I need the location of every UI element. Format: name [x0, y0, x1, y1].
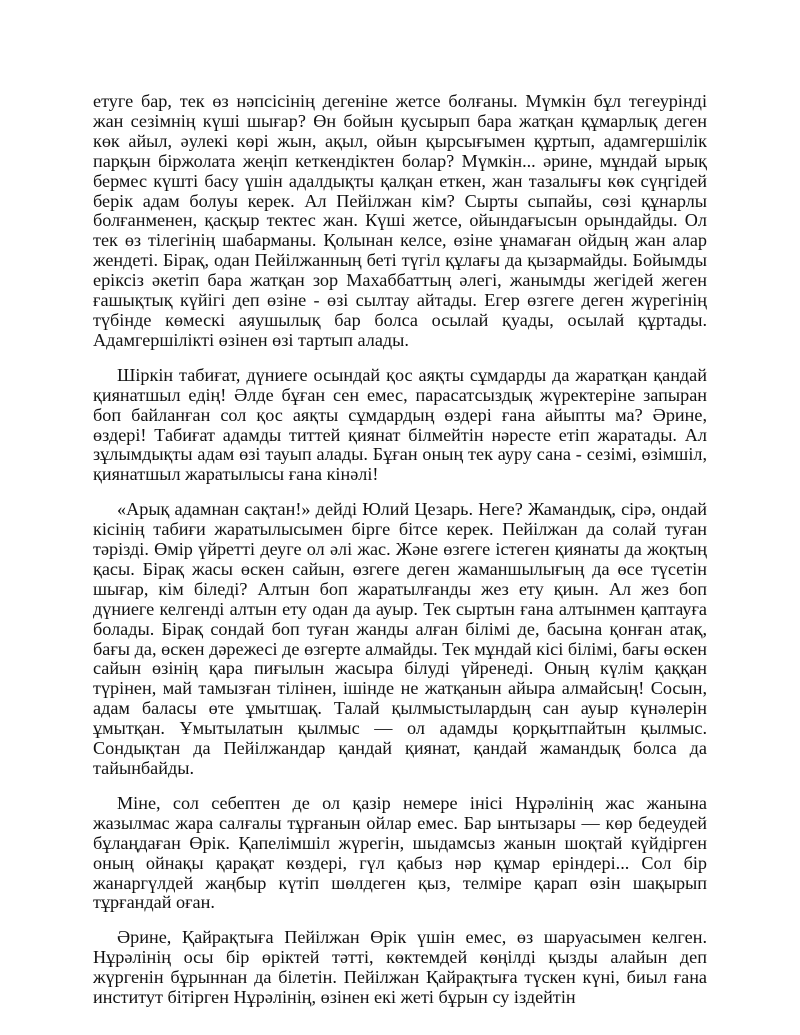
document-page	[93, 92, 707, 1023]
paragraph-5: Әрине, Қайрақтыға Пейілжан Өрік үшін емес, өз шаруасымен келген. Нұрәлінің осы бір өріктей тәтті, көктемдей көңілді қызды алайын деп жүргенін бұрыннан да білетін. Пейілжан Қайрақтыға түскен күні, биыл ғана институт бітірген Нұрәлінің, өзінен екі жеті бұрын су іздейтін	[93, 927, 707, 1008]
paragraph-3: «Арық адамнан сақтан!» дейді Юлий Цезарь. Неге? Жамандық, сірә, ондай кісінің табиғи жаратылысымен бірге бітсе керек. Пейілжан да солай туған тәрізді. Өмір үйретті деуге ол әлі жас. Және өзгеге істеген қиянаты да жоқтың қасы. Бірақ жасы өскен сайын, өзгеге деген жаманшылығың да өсе түсетін шығар, кім біледі? Алтын боп жаратылғанды жез ету қиын. Ал жез боп дүниеге келгенді алтын ету одан да ауыр. Тек сыртын ғана алтынмен қаптауға болады. Бірақ сондай боп туған жанды алған білімі де, басына қонған атақ, бағы да, өскен дәрежесі де өзгерте алмайды. Тек мұндай кісі білімі, бағы өскен сайын өзінің қара пиғылын жасыра білуді үйренеді. Оның күлім қаққан түрінен, май тамызған тілінен, ішінде не жатқанын айыра алмайсың! Сосын, адам баласы өте ұмытшақ. Талай қылмыстылардың сан ауыр күнәлерін ұмытқан. Ұмытылатын қылмыс — ол адамды қорқытпайтын қылмыс. Сондықтан да Пейілжандар қандай қиянат, қандай жамандық болса да тайынбайды.	[93, 499, 707, 778]
paragraph-4: Міне, сол себептен де ол қазір немере інісі Нұрәлінің жас жанына жазылмас жара салғалы тұрғанын ойлар емес. Бар ынтызары — көр бедеудей бұлаңдаған Өрік. Қапелімшіл жүрегін, шыдамсыз жанын шоқтай күйдірген оның ойнақы қарақат көздері, гүл қабыз нәр құмар еріндері... Сол бір жанаргүлдей жаңбыр күтіп шөлдеген қыз, телміре қарап өзін шақырып тұрғандай оған.	[93, 792, 707, 913]
paragraph-2: Шіркін табиғат, дүниеге осындай қос аяқты сұмдарды да жаратқан қандай қиянатшыл едің! Әлде бұған сен емес, парасатсыздық жүректеріне запыран боп байланған сол қос аяқты сұмдардың өздері ғана айыпты ма? Әрине, өздері! Табиғат адамды титтей қиянат білмейтін нәресте етіп жаратады. Ал зұлымдықты адам өзі тауып алады. Бұған оның тек ауру сана - сезімі, өзімшіл, қиянатшыл жаратылысы ғана кінәлі!	[93, 364, 707, 485]
paragraph-1: етуге бар, тек өз нәпсісінің дегеніне жетсе болғаны. Мүмкін бұл тегеурінді жан сезімнің күші шығар? Өн бойын қусырып бара жатқан құмарлық деген көк айыл, әулекі көрі жын, ақыл, ойын қырсығымен құртып, адамгершілік парқын біржолата жеңіп кеткендіктен болар? Мүмкін... әрине, мұндай ырық бермес күшті басу үшін адалдықты қалқан еткен, жан тазалығы көк сүңгідей берік адам болуы керек. Ал Пейілжан кім? Сырты сыпайы, сөзі құнарлы болғанменен, қасқыр тектес жан. Күші жетсе, ойындағысын орындайды. Ол тек өз тілегінің шабарманы. Қолынан келсе, өзіне ұнамаған ойдың жан алар жендеті. Бірақ, одан Пейілжанның беті түгіл құлағы да қызармайды. Бойымды еріксіз әкетіп бара жатқан зор Махаббаттың әлегі, жанымды жегідей жеген ғашықтық күйігі деп өзіне - өзі сылтау айтады. Егер өзгеге деген жүрегінің түбінде көмескі аяушылық бар болса осылай қуады, осылай құртады. Адамгершілікті өзінен өзі тартып алады.	[93, 91, 707, 350]
